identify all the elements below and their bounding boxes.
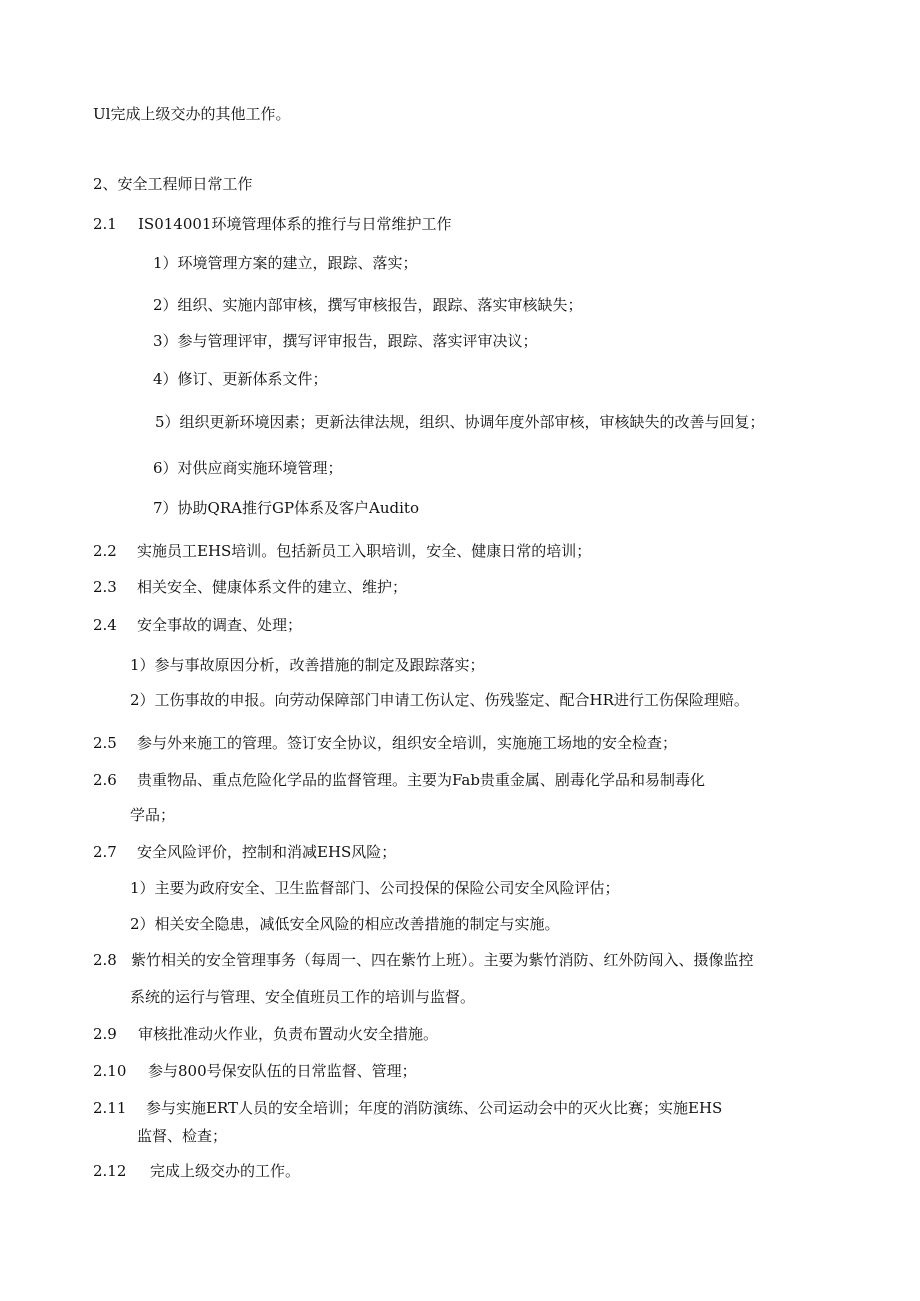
item-number: 2.2 xyxy=(93,542,117,560)
item-2-5 xyxy=(93,733,677,753)
item-number: 2.3 xyxy=(93,578,117,596)
item-number: 2.9 xyxy=(93,1025,117,1043)
item-number: 2.12 xyxy=(93,1162,127,1180)
item-2-10 xyxy=(93,1061,417,1081)
item-2-11 xyxy=(93,1098,722,1118)
item-2-1-sub-7: 7）协助QRA推行GP体系及客户Audito xyxy=(153,499,419,517)
item-text: 完成上级交办的工作。 xyxy=(150,1162,301,1180)
item-text: 实施员工EHS培训。包括新员工入职培训，安全、健康日常的培训； xyxy=(137,542,592,560)
item-2-2 xyxy=(93,541,591,561)
item-2-9 xyxy=(93,1024,438,1044)
item-2-7-sub-2: 2）相关安全隐患，减低安全风险的相应改善措施的制定与实施。 xyxy=(130,915,560,933)
item-2-8 xyxy=(93,950,754,970)
item-2-7 xyxy=(93,842,396,862)
item-2-1 xyxy=(93,214,451,234)
item-2-6 xyxy=(93,770,705,790)
item-text: 紫竹相关的安全管理事务（每周一、四在紫竹上班）。主要为紫竹消防、红外防闯入、摄像监控 xyxy=(131,951,754,969)
item-number: 2.10 xyxy=(93,1062,127,1080)
item-2-1-sub-1: 1）环境管理方案的建立，跟踪、落实； xyxy=(153,254,418,272)
item-number: 2.6 xyxy=(93,771,117,789)
item-text: 参与外来施工的管理。签订安全协议，组织安全培训，实施施工场地的安全检查； xyxy=(137,734,678,752)
item-number: 2.5 xyxy=(93,734,117,752)
item-2-7-sub-1: 1）主要为政府安全、卫生监督部门、公司投保的保险公司安全风险评估； xyxy=(130,879,620,897)
item-number: 2.4 xyxy=(93,616,117,634)
item-2-6-continuation: 学品； xyxy=(130,806,176,824)
intro-line: Ul完成上级交办的其他工作。 xyxy=(93,105,291,123)
item-2-3 xyxy=(93,577,407,597)
item-2-4-sub-1: 1）参与事故原因分析，改善措施的制定及跟踪落实； xyxy=(130,656,485,674)
section-heading: 2、安全工程师日常工作 xyxy=(93,175,253,193)
item-text: 相关安全、健康体系文件的建立、维护； xyxy=(137,578,408,596)
item-2-1-sub-5: 5）组织更新环境因素；更新法律法规，组织、协调年度外部审核，审核缺失的改善与回复； xyxy=(155,413,765,431)
item-text: 参与800号保安队伍的日常监督、管理； xyxy=(148,1062,417,1080)
item-text: 参与实施ERT人员的安全培训；年度的消防演练、公司运动会中的灭火比赛；实施EHS xyxy=(146,1099,723,1117)
item-text: 审核批准动火作业，负责布置动火安全措施。 xyxy=(138,1025,439,1043)
item-text: 安全事故的调查、处理； xyxy=(137,616,303,634)
item-number: 2.8 xyxy=(93,951,117,969)
item-2-8-continuation: 系统的运行与管理、安全值班员工作的培训与监督。 xyxy=(130,988,476,1006)
item-text: 安全风险评价，控制和消减EHS风险； xyxy=(137,843,397,861)
item-number: 2.1 xyxy=(93,215,117,233)
item-text: 贵重物品、重点危险化学品的监督管理。主要为Fab贵重金属、剧毒化学品和易制毒化 xyxy=(137,771,705,789)
item-2-12 xyxy=(93,1161,300,1181)
item-2-1-sub-2: 2）组织、实施内部审核，撰写审核报告，跟踪、落实审核缺失； xyxy=(153,296,583,314)
item-2-11-continuation: 监督、检查； xyxy=(137,1127,228,1145)
item-number: 2.11 xyxy=(93,1099,127,1117)
item-number: 2.7 xyxy=(93,843,117,861)
item-2-4-sub-2: 2）工伤事故的申报。向劳动保障部门申请工伤认定、伤残鉴定、配合HR进行工伤保险理赔。 xyxy=(130,691,749,709)
item-2-1-sub-4: 4）修订、更新体系文件； xyxy=(153,370,328,388)
item-2-1-sub-6: 6）对供应商实施环境管理； xyxy=(153,459,343,477)
item-2-1-sub-3: 3）参与管理评审，撰写评审报告，跟踪、落实评审决议； xyxy=(153,332,538,350)
item-text: IS014001环境管理体系的推行与日常维护工作 xyxy=(138,215,452,233)
item-2-4 xyxy=(93,615,302,635)
